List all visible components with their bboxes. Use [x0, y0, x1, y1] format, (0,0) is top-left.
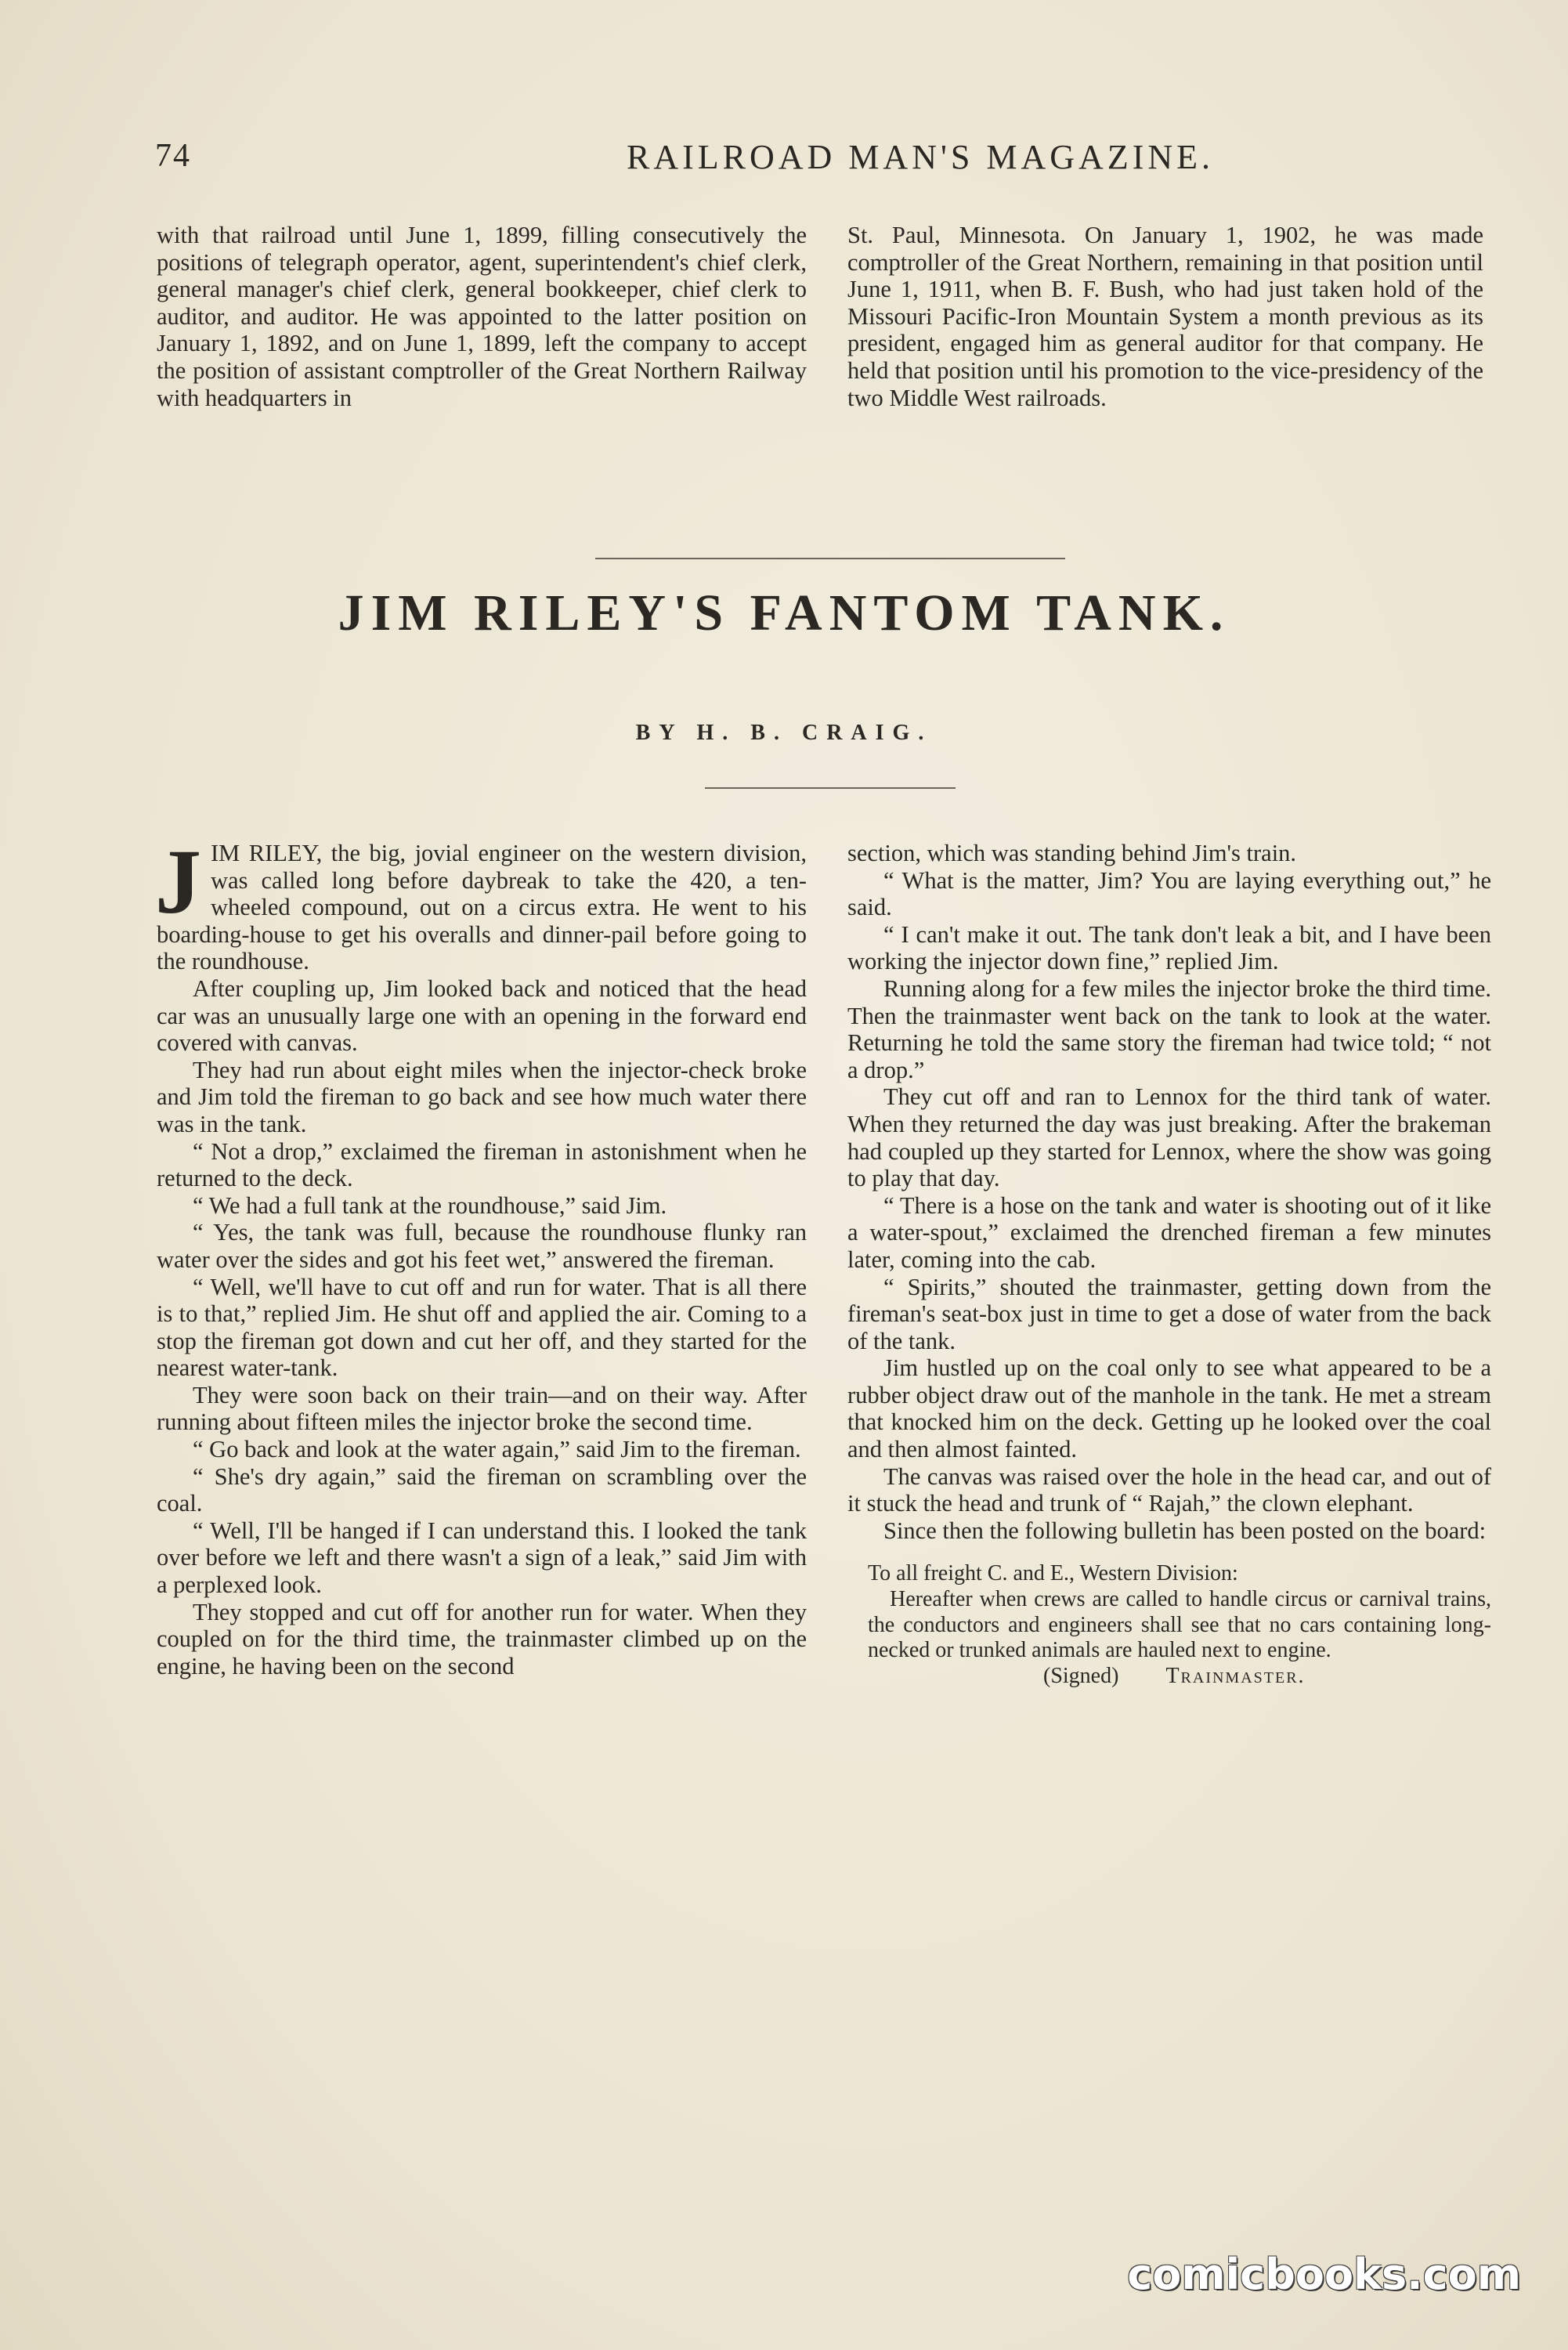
- article-paragraph: Since then the following bulletin has been posted on the board:: [883, 1517, 1487, 1544]
- bulletin-notice: [847, 1561, 1491, 1689]
- article-paragraph: “ What is the matter, Jim? You are laying everything out,” he said.: [847, 866, 1491, 921]
- article-paragraph: “ Well, I'll be hanged if I can understand this. I looked the tank over before we left and there wasn't a sign of a leak,” said Jim with a perplexed look.: [157, 1517, 807, 1599]
- article-paragraph: “ We had a full tank at the roundhouse,” said Jim.: [193, 1191, 667, 1219]
- top-left-column: [157, 222, 807, 411]
- watermark-logo: comicbooks.com: [1127, 2250, 1521, 2299]
- section-divider: [595, 558, 1065, 559]
- article-paragraph: “ There is a hose on the tank and water is shooting out of it like a water-spout,” exclaimed the drenched fireman a few minutes later, coming into the cab.: [847, 1191, 1491, 1273]
- article-paragraph: “ Well, we'll have to cut off and run for water. That is all there is to that,” replied Jim. He shut off and applied the air. Coming to a stop the fireman got down and cut her off, and they started for the nearest water-tank.: [157, 1273, 807, 1382]
- drop-cap: J: [155, 830, 201, 933]
- article-paragraph: Jim hustled up on the coal only to see what appeared to be a rubber object draw out of the manhole in the tank. He met a stream that knocked him on the deck. Getting up he looked over the coal and then almost fainted.: [847, 1354, 1491, 1463]
- article-paragraph: “ She's dry again,” said the fireman on scrambling over the coal.: [157, 1462, 807, 1517]
- article-paragraph: “ Not a drop,” exclaimed the fireman in astonishment when he returned to the deck.: [157, 1137, 807, 1192]
- magazine-title: RAILROAD MAN'S MAGAZINE.: [626, 138, 1215, 176]
- signed-label: (Signed): [1043, 1663, 1119, 1688]
- article-paragraph: They had run about eight miles when the injector-check broke and Jim told the fireman to go back and see how much water there was in the tank.: [157, 1056, 807, 1137]
- signatory: Trainmaster.: [1165, 1663, 1306, 1688]
- page-number: 74: [155, 138, 191, 174]
- article-paragraph: “ Yes, the tank was full, because the roundhouse flunky ran water over the sides and got his feet wet,” answered the fireman.: [157, 1219, 807, 1273]
- article-paragraph: Running along for a few miles the injector broke the third time. Then the trainmaster went back on the tank to look at the water. Returning he told the same story the fireman had twice told; “ not a drop.”: [847, 974, 1491, 1083]
- article-paragraph: They were soon back on their train—and on their way. After running about fifteen miles the injector broke the second time.: [157, 1381, 807, 1436]
- article-paragraph: JIM RILEY, the big, jovial engineer on the western division, was called long before daybreak to take the 420, a ten-wheeled compound, out on a circus extra. He went to his boarding-house to get his overalls and dinner-pail before going to the roundhouse.: [155, 830, 807, 975]
- bulletin-body: Hereafter when crews are called to handle circus or carnival trains, the conductors and engineers shall see that no cars containing long-necked or trunked animals are hauled next to engine.: [868, 1587, 1491, 1663]
- article-paragraph: They cut off and ran to Lennox for the third tank of water. When they returned the day was just breaking. After the brakeman had coupled up they started for Lennox, where the show was going to play that day.: [847, 1083, 1491, 1192]
- article-paragraph: “ Spirits,” shouted the trainmaster, getting down from the fireman's seat-box just in time to get a dose of water from the back of the tank.: [847, 1273, 1491, 1354]
- article-right-column: [847, 840, 1491, 1689]
- article-byline: BY H. B. CRAIG.: [635, 721, 933, 745]
- bulletin-signature: [847, 1664, 1491, 1690]
- article-paragraph: “ I can't make it out. The tank don't leak a bit, and I have been working the injector down fine,” replied Jim.: [847, 920, 1491, 975]
- top-right-column: [847, 222, 1483, 411]
- article-paragraph: They stopped and cut off for another run for water. When they coupled on for the third time, the trainmaster climbed up on the engine, he having been on the second: [157, 1598, 807, 1679]
- article-left-column: [155, 830, 807, 1679]
- byline-divider: [705, 787, 956, 789]
- bulletin-heading: To all freight C. and E., Western Division:: [868, 1561, 1238, 1586]
- article-paragraph: The canvas was raised over the hole in the head car, and out of it stuck the head and trunk of “ Rajah,” the clown elephant.: [847, 1462, 1491, 1517]
- article-paragraph: section, which was standing behind Jim's train.: [847, 840, 1297, 866]
- running-head: [155, 137, 1490, 184]
- top-left-text: with that railroad until June 1, 1899, filling consecutively the positions of telegraph operator, agent, superintendent's chief clerk, general manager's chief clerk, general bookkeeper, chief clerk to auditor, and auditor. He was appointed to the latter position on January 1, 1892, and on June 1, 1899, left the company to accept the position of assistant comptroller of the Great Northern Railway with headquarters in: [157, 222, 807, 411]
- article-title: JIM RILEY'S FANTOM TANK.: [338, 584, 1230, 642]
- article-paragraph: After coupling up, Jim looked back and noticed that the head car was an unusually large one with an opening in the forward end covered with canvas.: [157, 974, 807, 1057]
- article-paragraph: “ Go back and look at the water again,” said Jim to the fireman.: [193, 1436, 801, 1463]
- top-right-text: St. Paul, Minnesota. On January 1, 1902, he was made comptroller of the Great Northern, remaining in that position until June 1, 1911, when B. F. Bush, who had just taken hold of the Missouri Pacific-Iron Mountain System a month previous as its president, engaged him as general auditor for that company. He held that position until his promotion to the vice-presidency of the two Middle West railroads.: [847, 222, 1483, 411]
